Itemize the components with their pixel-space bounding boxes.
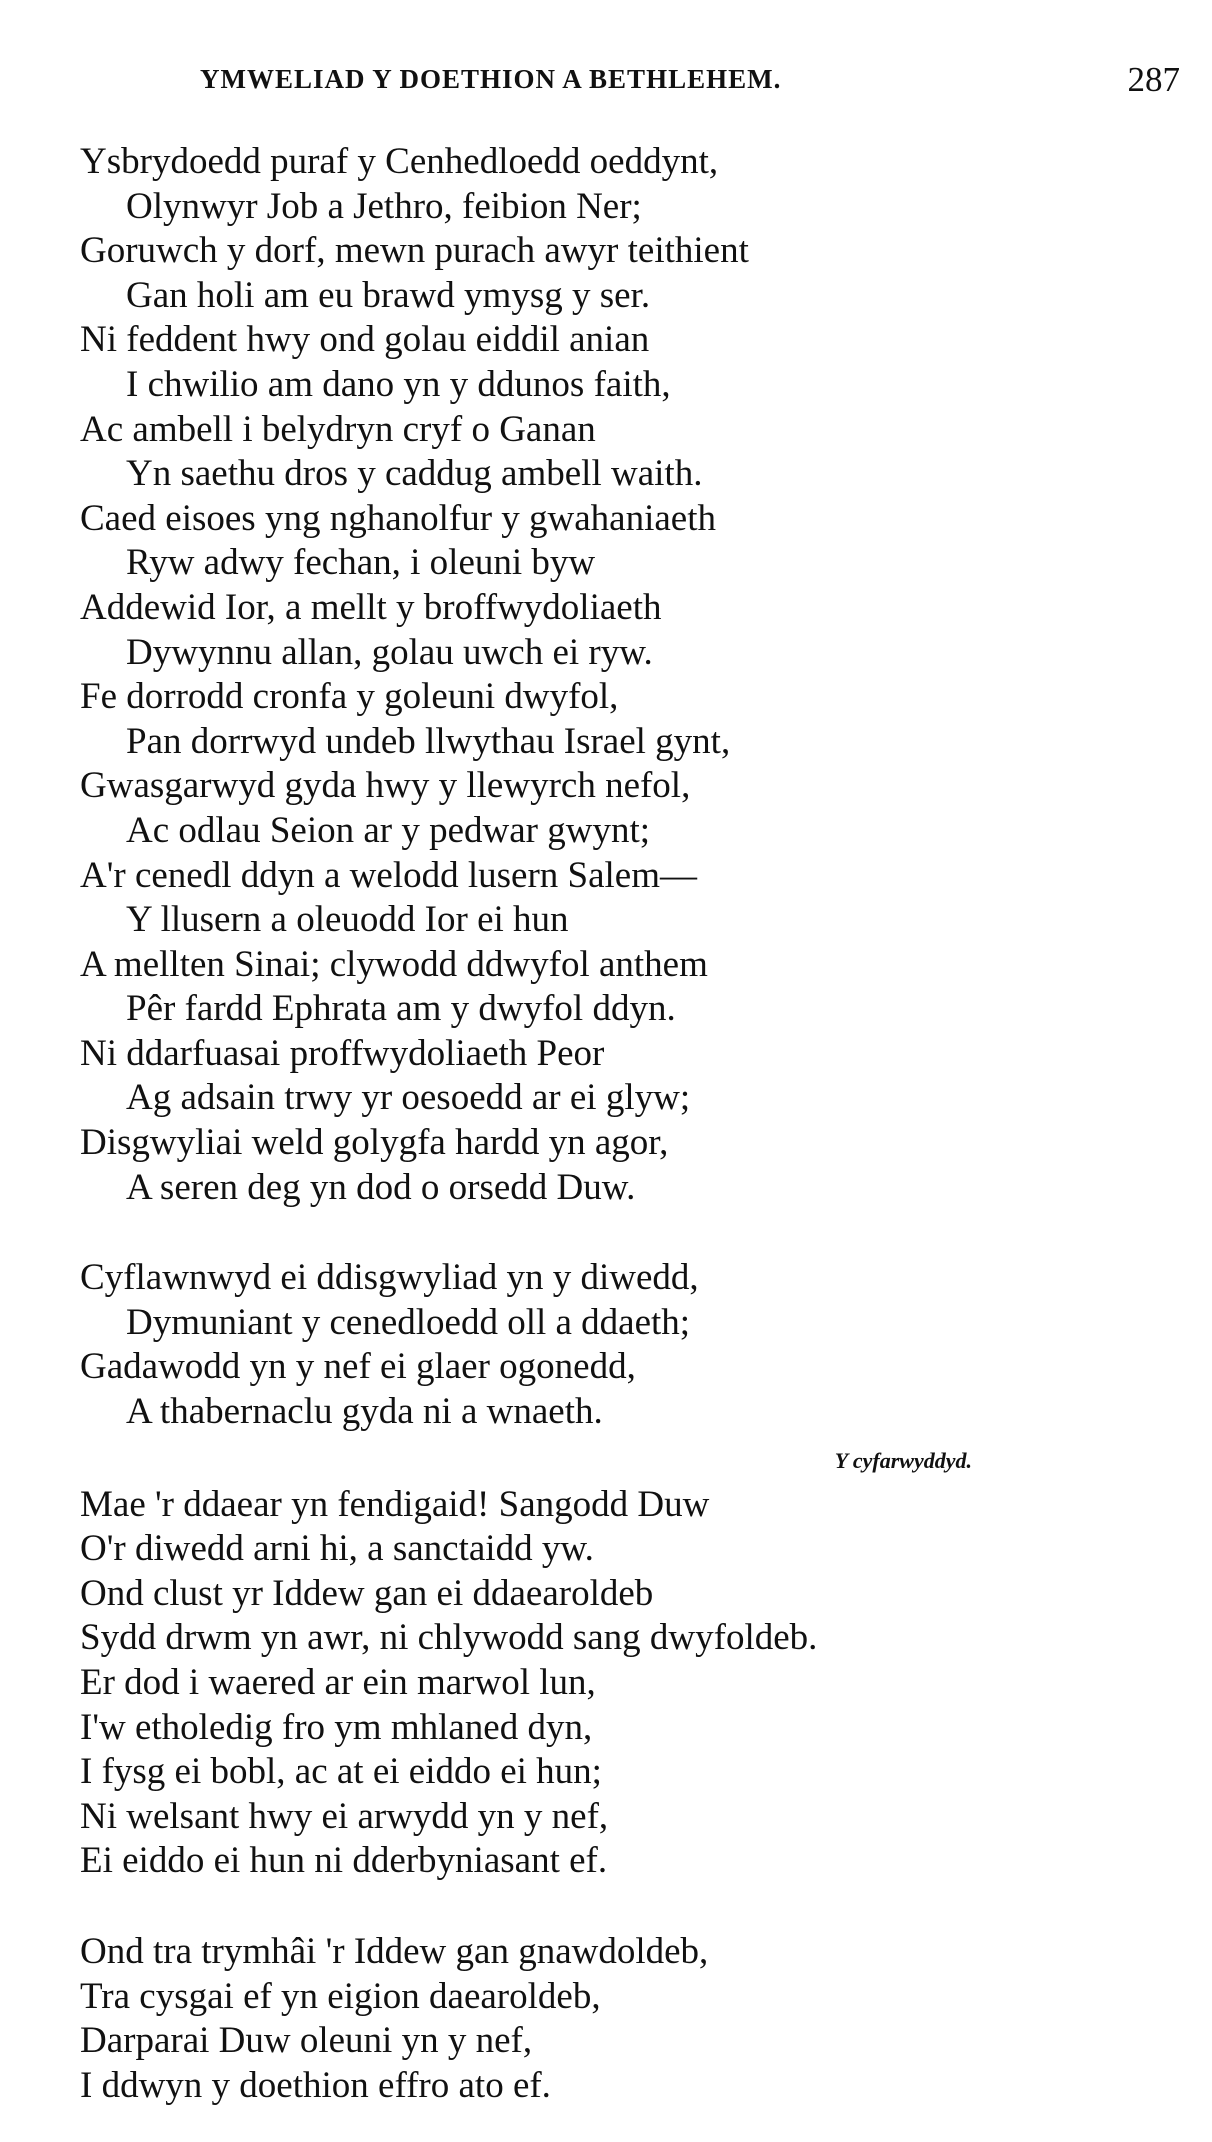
poem-line: Dymuniant y cenedloedd oll a ddaeth; (126, 1301, 691, 1343)
stanza (80, 1256, 1180, 1434)
poem-line: Ac odlau Seion ar y pedwar gwynt; (126, 809, 651, 851)
poem-line: I'w etholedig fro ym mhlaned dyn, (80, 1706, 593, 1748)
poem-line: Tra cysgai ef yn eigion daearoldeb, (80, 1975, 601, 2017)
poem-line: Ni ddarfuasai proffwydoliaeth Peor (80, 1032, 605, 1074)
poem-line: Goruwch y dorf, mewn purach awyr teithient (80, 230, 749, 272)
poem-line: I ddwyn y doethion effro ato ef. (80, 2064, 551, 2106)
poem-line: Disgwyliai weld golygfa hardd yn agor, (80, 1122, 669, 1164)
poem-line: O'r diwedd arni hi, a sanctaidd yw. (80, 1528, 594, 1570)
poem-line: Gadawodd yn y nef ei glaer ogonedd, (80, 1346, 636, 1388)
poem-line: Ni welsant hwy ei arwydd yn y nef, (80, 1795, 609, 1837)
stanza (80, 1930, 1180, 2108)
poem-line: Yn saethu dros y caddug ambell waith. (126, 453, 703, 495)
poem-line: Cyflawnwyd ei ddisgwyliad yn y diwedd, (80, 1257, 699, 1299)
poem-line: Ag adsain trwy yr oesoedd ar ei glyw; (126, 1077, 691, 1119)
poem-line: Dywynnu allan, golau uwch ei ryw. (126, 631, 653, 673)
poem-line: Gan holi am eu brawd ymysg y ser. (126, 274, 651, 316)
poem-line: I chwilio am dano yn y ddunos faith, (126, 363, 671, 405)
poem-line: Ond clust yr Iddew gan ei ddaearoldeb (80, 1572, 654, 1614)
speaker-heading: Y cyfarwyddyd. (834, 1447, 972, 1473)
poem-line: Ond tra trymhâi 'r Iddew gan gnawdoldeb, (80, 1930, 709, 1972)
poem-line: Darparai Duw oleuni yn y nef, (80, 2020, 533, 2062)
poem-line: I fysg ei bobl, ac at ei eiddo ei hun; (80, 1751, 602, 1793)
poem-line: A seren deg yn dod o orsedd Duw. (126, 1166, 636, 1208)
poem-line: Gwasgarwyd gyda hwy y llewyrch nefol, (80, 765, 691, 807)
poem-line: Sydd drwm yn awr, ni chlywodd sang dwyfoldeb. (80, 1617, 818, 1659)
stanza-gap (80, 1884, 1180, 1930)
poem-line: A thabernaclu gyda ni a wnaeth. (126, 1391, 603, 1433)
stanza (80, 140, 1180, 1210)
poem-line: Pan dorrwyd undeb llwythau Israel gynt, (126, 720, 731, 762)
stanza-gap (80, 1210, 1180, 1256)
poem-line: Addewid Ior, a mellt y broffwydoliaeth (80, 586, 662, 628)
poem-line: Ei eiddo ei hun ni dderbyniasant ef. (80, 1840, 608, 1882)
running-title: YMWELIAD Y DOETHION A BETHLEHEM. (200, 64, 782, 94)
poem-line: Olynwyr Job a Jethro, feibion Ner; (126, 185, 642, 227)
poem-line: Fe dorrodd cronfa y goleuni dwyfol, (80, 676, 619, 718)
poem-line: Ryw adwy fechan, i oleuni byw (126, 542, 596, 584)
stanza (80, 1483, 1180, 1884)
poem-line: Pêr fardd Ephrata am y dwyfol ddyn. (126, 988, 676, 1030)
poem-line: Mae 'r ddaear yn fendigaid! Sangodd Duw (80, 1483, 710, 1525)
poem-line: A'r cenedl ddyn a welodd lusern Salem— (80, 854, 698, 896)
poem-line: Ni feddent hwy ond golau eiddil anian (80, 319, 650, 361)
poem-line: Caed eisoes yng nghanolfur y gwahaniaeth (80, 497, 717, 539)
poem-text (80, 140, 1180, 2108)
page-number: 287 (1127, 60, 1180, 99)
poem-line: Ac ambell i belydryn cryf o Ganan (80, 408, 596, 450)
poem-line: A mellten Sinai; clywodd ddwyfol anthem (80, 943, 708, 985)
poem-line: Er dod i waered ar ein marwol lun, (80, 1662, 596, 1703)
running-head (80, 60, 1180, 104)
poem-line: Y llusern a oleuodd Ior ei hun (126, 899, 569, 941)
poem-line: Ysbrydoedd puraf y Cenhedloedd oeddynt, (80, 141, 719, 182)
